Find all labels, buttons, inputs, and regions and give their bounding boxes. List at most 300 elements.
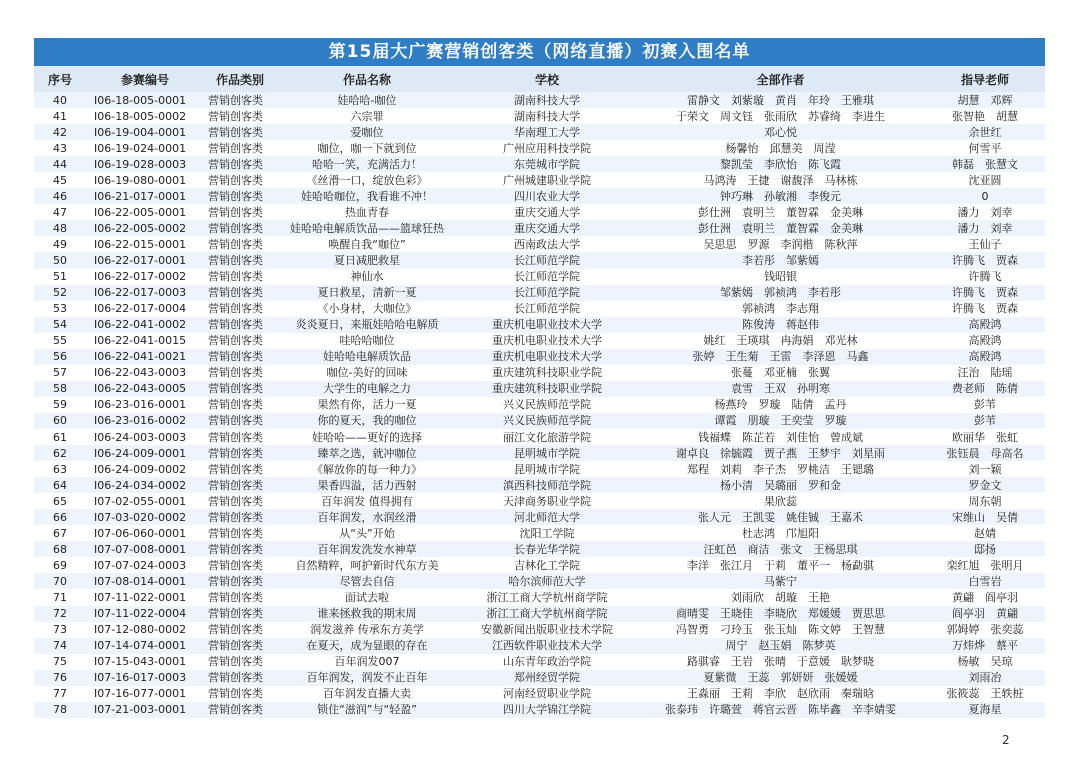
cell-category: 营销创客类 (204, 606, 276, 622)
cell-school: 河北师范大学 (458, 509, 636, 525)
table-row (34, 172, 1045, 188)
cell-teacher: 许腾飞 贾森 (925, 285, 1045, 301)
cell-teacher: 张智艳 胡慧 (925, 108, 1045, 124)
cell-seq: 68 (34, 541, 86, 557)
cell-category: 营销创客类 (204, 317, 276, 333)
cell-teacher: 彭苇 (925, 397, 1045, 413)
cell-work: 娃哈哈——更好的选择 (276, 429, 458, 445)
cell-seq: 73 (34, 622, 86, 638)
cell-school: 广州城建职业学院 (458, 172, 636, 188)
cell-school: 重庆交通大学 (458, 220, 636, 236)
cell-authors: 商晴雯 王晓佳 李晓欣 郑媛媛 贾思思 (636, 606, 925, 622)
cell-school: 长春光华学院 (458, 541, 636, 557)
cell-school: 重庆机电职业技术大学 (458, 317, 636, 333)
table-row (34, 445, 1045, 461)
cell-authors: 邹紫嫣 郭祯鸿 李若彤 (636, 285, 925, 301)
cell-teacher: 高殿鸿 (925, 333, 1045, 349)
shortlist-table (34, 66, 1045, 718)
table-row (34, 654, 1045, 670)
cell-seq: 43 (34, 140, 86, 156)
cell-category: 营销创客类 (204, 702, 276, 718)
cell-code: I06-22-017-0004 (86, 301, 204, 317)
cell-seq: 70 (34, 573, 86, 589)
table-row (34, 525, 1045, 541)
cell-category: 营销创客类 (204, 108, 276, 124)
cell-authors: 张婷 王生菊 王雷 李泽恩 马鑫 (636, 349, 925, 365)
cell-code: I07-07-024-0003 (86, 557, 204, 573)
cell-seq: 42 (34, 124, 86, 140)
cell-code: I06-22-041-0021 (86, 349, 204, 365)
cell-category: 营销创客类 (204, 252, 276, 268)
table-row (34, 220, 1045, 236)
cell-category: 营销创客类 (204, 397, 276, 413)
cell-authors: 张泰玮 许璐萱 蒋官云晋 陈毕鑫 辛李婧雯 (636, 702, 925, 718)
cell-seq: 77 (34, 686, 86, 702)
cell-authors: 钱福蝶 陈芷若 刘佳怡 曾成斌 (636, 429, 925, 445)
cell-category: 营销创客类 (204, 413, 276, 429)
cell-category: 营销创客类 (204, 525, 276, 541)
cell-teacher: 许腾飞 (925, 269, 1045, 285)
cell-seq: 46 (34, 188, 86, 204)
cell-teacher: 何雪平 (925, 140, 1045, 156)
cell-authors: 彭仕洲 袁明兰 董智霖 金美琳 (636, 220, 925, 236)
cell-seq: 53 (34, 301, 86, 317)
cell-work: 热血青春 (276, 204, 458, 220)
cell-code: I06-24-009-0002 (86, 461, 204, 477)
cell-school: 兴义民族师范学院 (458, 397, 636, 413)
table-row (34, 92, 1045, 108)
page-number: 2 (1002, 733, 1010, 747)
cell-authors: 姚红 王瑛琪 冉海娟 邓光林 (636, 333, 925, 349)
cell-authors: 谭霞 朋璇 王奕莹 罗璇 (636, 413, 925, 429)
cell-authors: 于荣文 周文钰 张雨欣 苏睿绮 李进生 (636, 108, 925, 124)
cell-authors: 张蔓 邓亚楠 张翼 (636, 365, 925, 381)
table-row (34, 461, 1045, 477)
cell-teacher: 赵婧 (925, 525, 1045, 541)
table-row (34, 301, 1045, 317)
cell-code: I06-19-080-0001 (86, 172, 204, 188)
cell-category: 营销创客类 (204, 638, 276, 654)
table-row (34, 477, 1045, 493)
cell-work: 爱咖位 (276, 124, 458, 140)
cell-authors: 雷静文 刘紫璇 黄肖 年玲 王雅琪 (636, 92, 925, 108)
cell-work: 百年润发洗发水神草 (276, 541, 458, 557)
cell-code: I06-19-028-0003 (86, 156, 204, 172)
cell-code: I06-22-017-0001 (86, 252, 204, 268)
cell-work: 唤醒自我“咖位” (276, 236, 458, 252)
cell-school: 丽江文化旅游学院 (458, 429, 636, 445)
cell-teacher: 沈亚圆 (925, 172, 1045, 188)
table-row (34, 509, 1045, 525)
cell-seq: 61 (34, 429, 86, 445)
cell-teacher: 潘力 刘幸 (925, 220, 1045, 236)
cell-teacher: 罗金文 (925, 477, 1045, 493)
cell-seq: 45 (34, 172, 86, 188)
cell-teacher: 万炜烨 蔡平 (925, 638, 1045, 654)
cell-work: 炎炎夏日，来瓶娃哈哈电解质 (276, 317, 458, 333)
cell-teacher: 王仙子 (925, 236, 1045, 252)
table-row (34, 317, 1045, 333)
table-row (34, 285, 1045, 301)
cell-code: I07-21-003-0001 (86, 702, 204, 718)
cell-teacher: 阎亭羽 黄翩 (925, 606, 1045, 622)
cell-category: 营销创客类 (204, 365, 276, 381)
cell-work: 锁住“滋润”与“轻盈” (276, 702, 458, 718)
cell-code: I06-24-034-0002 (86, 477, 204, 493)
cell-seq: 48 (34, 220, 86, 236)
cell-work: 娃哈哈咖位，我看谁不冲！ (276, 188, 458, 204)
cell-code: I07-12-080-0002 (86, 622, 204, 638)
cell-work: 从“头”开始 (276, 525, 458, 541)
cell-code: I07-07-008-0001 (86, 541, 204, 557)
cell-authors: 彭仕洲 袁明兰 董智霖 金美琳 (636, 204, 925, 220)
cell-work: 臻萃之选，就冲咖位 (276, 445, 458, 461)
cell-code: I06-18-005-0001 (86, 92, 204, 108)
cell-seq: 58 (34, 381, 86, 397)
cell-work: 自然精粹，呵护新时代东方美 (276, 557, 458, 573)
page-title: 第15届大广赛营销创客类（网络直播）初赛入围名单 (34, 38, 1045, 66)
cell-teacher: 高殿鸿 (925, 349, 1045, 365)
cell-teacher: 欧丽华 张虹 (925, 429, 1045, 445)
table-row (34, 429, 1045, 445)
cell-school: 广州应用科技学院 (458, 140, 636, 156)
cell-seq: 57 (34, 365, 86, 381)
cell-seq: 52 (34, 285, 86, 301)
cell-seq: 69 (34, 557, 86, 573)
table-row (34, 204, 1045, 220)
cell-category: 营销创客类 (204, 156, 276, 172)
cell-authors: 郭祯鸿 李志翔 (636, 301, 925, 317)
table-row (34, 686, 1045, 702)
table-row (34, 622, 1045, 638)
cell-code: I06-24-003-0003 (86, 429, 204, 445)
cell-work: 《解放你的每一种力》 (276, 461, 458, 477)
cell-teacher: 张筱蕊 王轶桩 (925, 686, 1045, 702)
cell-seq: 49 (34, 236, 86, 252)
cell-school: 昆明城市学院 (458, 445, 636, 461)
cell-work: 谁来拯救我的期末周 (276, 606, 458, 622)
cell-code: I06-19-024-0001 (86, 140, 204, 156)
cell-work: 面试去啦 (276, 589, 458, 605)
cell-work: 《丝滑一口，绽放色彩》 (276, 172, 458, 188)
cell-teacher: 高殿鸿 (925, 317, 1045, 333)
cell-category: 营销创客类 (204, 269, 276, 285)
cell-work: 百年润发007 (276, 654, 458, 670)
table-row (34, 638, 1045, 654)
cell-teacher: 黄翩 阎亭羽 (925, 589, 1045, 605)
cell-category: 营销创客类 (204, 541, 276, 557)
cell-school: 郑州经贸学院 (458, 670, 636, 686)
col-header-code: 参赛编号 (86, 66, 204, 92)
table-row (34, 557, 1045, 573)
cell-seq: 78 (34, 702, 86, 718)
cell-category: 营销创客类 (204, 461, 276, 477)
table-row (34, 365, 1045, 381)
cell-school: 浙江工商大学杭州商学院 (458, 589, 636, 605)
cell-seq: 66 (34, 509, 86, 525)
cell-authors: 夏紫微 王蕊 郭妍妍 张媛媛 (636, 670, 925, 686)
cell-work: 六宗罪 (276, 108, 458, 124)
cell-seq: 75 (34, 654, 86, 670)
cell-authors: 杨馨怡 邱慧美 周滢 (636, 140, 925, 156)
cell-category: 营销创客类 (204, 654, 276, 670)
cell-teacher: 许腾飞 贾森 (925, 301, 1045, 317)
cell-school: 西南政法大学 (458, 236, 636, 252)
cell-teacher: 0 (925, 188, 1045, 204)
cell-code: I06-22-043-0003 (86, 365, 204, 381)
cell-category: 营销创客类 (204, 204, 276, 220)
col-header-seq: 序号 (34, 66, 86, 92)
cell-work: 在夏天，成为显眼的存在 (276, 638, 458, 654)
cell-category: 营销创客类 (204, 429, 276, 445)
cell-authors: 吴思思 罗源 李润楷 陈秋萍 (636, 236, 925, 252)
table-row (34, 573, 1045, 589)
cell-work: 夏日减肥救星 (276, 252, 458, 268)
table-row (34, 589, 1045, 605)
cell-teacher: 刘一颖 (925, 461, 1045, 477)
cell-authors: 谢卓良 徐毓霞 贾子燕 王梦宇 刘星雨 (636, 445, 925, 461)
cell-work: 哈哈一笑，充满活力！ (276, 156, 458, 172)
cell-code: I06-22-017-0002 (86, 269, 204, 285)
cell-school: 山东青年政治学院 (458, 654, 636, 670)
cell-authors: 李洋 张江月 于莉 董平一 杨勐骐 (636, 557, 925, 573)
cell-category: 营销创客类 (204, 686, 276, 702)
table-row (34, 236, 1045, 252)
cell-teacher: 张钰晨 母高名 (925, 445, 1045, 461)
cell-code: I07-16-077-0001 (86, 686, 204, 702)
table-row (34, 670, 1045, 686)
table-row (34, 702, 1045, 718)
cell-work: 娃哈哈电解质饮品——篮球狂热 (276, 220, 458, 236)
cell-seq: 67 (34, 525, 86, 541)
cell-seq: 59 (34, 397, 86, 413)
table-row (34, 252, 1045, 268)
cell-work: 娃哈哈-咖位 (276, 92, 458, 108)
cell-work: 百年润发 值得拥有 (276, 493, 458, 509)
cell-code: I07-11-022-0001 (86, 589, 204, 605)
table-row (34, 108, 1045, 124)
cell-school: 天津商务职业学院 (458, 493, 636, 509)
cell-code: I06-19-004-0001 (86, 124, 204, 140)
cell-school: 长江师范学院 (458, 301, 636, 317)
col-header-category: 作品类别 (204, 66, 276, 92)
cell-seq: 40 (34, 92, 86, 108)
cell-authors: 张人元 王凯雯 姚佳铖 王嘉禾 (636, 509, 925, 525)
cell-teacher: 郭姆婷 张奕蕊 (925, 622, 1045, 638)
table-row (34, 541, 1045, 557)
cell-school: 浙江工商大学杭州商学院 (458, 606, 636, 622)
cell-school: 哈尔滨师范大学 (458, 573, 636, 589)
cell-teacher: 杨敏 吴琼 (925, 654, 1045, 670)
cell-work: 果然有你，活力一夏 (276, 397, 458, 413)
cell-work: 百年润发，水润丝滑 (276, 509, 458, 525)
cell-work: 尽管去自信 (276, 573, 458, 589)
cell-teacher: 许腾飞 贾森 (925, 252, 1045, 268)
cell-category: 营销创客类 (204, 589, 276, 605)
cell-teacher: 白雪岩 (925, 573, 1045, 589)
cell-category: 营销创客类 (204, 349, 276, 365)
cell-authors: 杨小清 吴璐丽 罗和金 (636, 477, 925, 493)
cell-category: 营销创客类 (204, 188, 276, 204)
cell-work: 大学生的电解之力 (276, 381, 458, 397)
cell-category: 营销创客类 (204, 285, 276, 301)
cell-seq: 54 (34, 317, 86, 333)
cell-code: I07-15-043-0001 (86, 654, 204, 670)
cell-school: 河南经贸职业学院 (458, 686, 636, 702)
table-row (34, 333, 1045, 349)
cell-work: 百年润发直播大卖 (276, 686, 458, 702)
cell-work: 咖位，咖一下就到位 (276, 140, 458, 156)
cell-seq: 64 (34, 477, 86, 493)
cell-school: 重庆建筑科技职业学院 (458, 381, 636, 397)
cell-school: 重庆交通大学 (458, 204, 636, 220)
cell-school: 四川大学锦江学院 (458, 702, 636, 718)
cell-work: 哇哈哈咖位 (276, 333, 458, 349)
cell-school: 昆明城市学院 (458, 461, 636, 477)
cell-seq: 55 (34, 333, 86, 349)
table-body (34, 92, 1045, 718)
cell-authors: 马紫宁 (636, 573, 925, 589)
cell-teacher: 余世红 (925, 124, 1045, 140)
cell-category: 营销创客类 (204, 509, 276, 525)
cell-work: 神仙水 (276, 269, 458, 285)
cell-authors: 路骐睿 王岩 张晴 于意媛 耿梦晓 (636, 654, 925, 670)
cell-category: 营销创客类 (204, 573, 276, 589)
cell-school: 兴义民族师范学院 (458, 413, 636, 429)
cell-work: 你的夏天，我的咖位 (276, 413, 458, 429)
cell-seq: 71 (34, 589, 86, 605)
cell-authors: 邓心悦 (636, 124, 925, 140)
cell-code: I07-02-055-0001 (86, 493, 204, 509)
cell-code: I07-16-017-0003 (86, 670, 204, 686)
cell-seq: 76 (34, 670, 86, 686)
cell-authors: 果欣蕊 (636, 493, 925, 509)
cell-teacher: 彭苇 (925, 413, 1045, 429)
cell-category: 营销创客类 (204, 301, 276, 317)
cell-teacher: 夏海星 (925, 702, 1045, 718)
cell-code: I06-22-005-0002 (86, 220, 204, 236)
cell-code: I06-21-017-0001 (86, 188, 204, 204)
cell-school: 华南理工大学 (458, 124, 636, 140)
cell-seq: 72 (34, 606, 86, 622)
table-row (34, 269, 1045, 285)
cell-category: 营销创客类 (204, 622, 276, 638)
table-row (34, 140, 1045, 156)
cell-code: I06-22-041-0002 (86, 317, 204, 333)
table-header-row (34, 66, 1045, 92)
cell-category: 营销创客类 (204, 445, 276, 461)
cell-authors: 钟巧琳 孙敏湘 李俊元 (636, 188, 925, 204)
cell-school: 重庆建筑科技职业学院 (458, 365, 636, 381)
cell-category: 营销创客类 (204, 557, 276, 573)
table-row (34, 493, 1045, 509)
cell-school: 重庆机电职业技术大学 (458, 349, 636, 365)
cell-school: 长江师范学院 (458, 285, 636, 301)
cell-school: 湖南科技大学 (458, 92, 636, 108)
cell-teacher: 刘雨冶 (925, 670, 1045, 686)
cell-teacher: 宋维山 吴倩 (925, 509, 1045, 525)
cell-code: I06-22-043-0005 (86, 381, 204, 397)
cell-school: 安徽新闻出版职业技术学院 (458, 622, 636, 638)
cell-authors: 周宁 赵玉娟 陈梦英 (636, 638, 925, 654)
cell-authors: 郑程 刘莉 李子杰 罗桃洁 王锶璐 (636, 461, 925, 477)
cell-category: 营销创客类 (204, 172, 276, 188)
cell-teacher: 汪治 陆瑶 (925, 365, 1045, 381)
cell-school: 重庆机电职业技术大学 (458, 333, 636, 349)
cell-code: I07-14-074-0001 (86, 638, 204, 654)
cell-code: I06-18-005-0002 (86, 108, 204, 124)
cell-authors: 杨燕玲 罗璇 陆倩 孟丹 (636, 397, 925, 413)
cell-code: I06-22-015-0001 (86, 236, 204, 252)
cell-authors: 杜志鸿 邝旭阳 (636, 525, 925, 541)
cell-code: I07-11-022-0004 (86, 606, 204, 622)
cell-authors: 冯智勇 刁玲玉 张玉灿 陈文婷 王智慧 (636, 622, 925, 638)
col-header-authors: 全部作者 (636, 66, 925, 92)
cell-authors: 黎凯莹 李欣怡 陈飞霞 (636, 156, 925, 172)
cell-code: I06-24-009-0001 (86, 445, 204, 461)
col-header-teacher: 指导老师 (925, 66, 1045, 92)
cell-school: 湖南科技大学 (458, 108, 636, 124)
cell-school: 长江师范学院 (458, 269, 636, 285)
cell-authors: 陈俊涛 蒋赵伟 (636, 317, 925, 333)
cell-authors: 李若彤 邹紫嫣 (636, 252, 925, 268)
table-row (34, 606, 1045, 622)
cell-seq: 60 (34, 413, 86, 429)
cell-work: 果香四溢，活力西射 (276, 477, 458, 493)
cell-category: 营销创客类 (204, 477, 276, 493)
cell-school: 江西软件职业技术大学 (458, 638, 636, 654)
cell-category: 营销创客类 (204, 92, 276, 108)
table-row (34, 397, 1045, 413)
cell-school: 沈阳工学院 (458, 525, 636, 541)
cell-school: 长江师范学院 (458, 252, 636, 268)
table-row (34, 156, 1045, 172)
cell-category: 营销创客类 (204, 670, 276, 686)
table-row (34, 188, 1045, 204)
cell-seq: 65 (34, 493, 86, 509)
cell-category: 营销创客类 (204, 124, 276, 140)
cell-work: 《小身材，大咖位》 (276, 301, 458, 317)
cell-seq: 56 (34, 349, 86, 365)
cell-teacher: 韩磊 张慧文 (925, 156, 1045, 172)
cell-seq: 63 (34, 461, 86, 477)
cell-teacher: 胡慧 邓辉 (925, 92, 1045, 108)
cell-code: I06-22-005-0001 (86, 204, 204, 220)
cell-seq: 62 (34, 445, 86, 461)
cell-seq: 51 (34, 269, 86, 285)
cell-seq: 50 (34, 252, 86, 268)
cell-code: I07-03-020-0002 (86, 509, 204, 525)
cell-work: 娃哈哈电解质饮品 (276, 349, 458, 365)
cell-authors: 袁雪 王双 孙明寒 (636, 381, 925, 397)
cell-code: I07-06-060-0001 (86, 525, 204, 541)
table-row (34, 381, 1045, 397)
cell-teacher: 邸扬 (925, 541, 1045, 557)
cell-code: I07-08-014-0001 (86, 573, 204, 589)
cell-teacher: 潘力 刘幸 (925, 204, 1045, 220)
cell-work: 润发滋养 传承东方美学 (276, 622, 458, 638)
cell-category: 营销创客类 (204, 220, 276, 236)
cell-teacher: 周东朝 (925, 493, 1045, 509)
cell-school: 四川农业大学 (458, 188, 636, 204)
table-row (34, 413, 1045, 429)
cell-category: 营销创客类 (204, 140, 276, 156)
col-header-work: 作品名称 (276, 66, 458, 92)
shortlist-sheet (34, 38, 1045, 718)
cell-work: 咖位-美好的回味 (276, 365, 458, 381)
cell-school: 吉林化工学院 (458, 557, 636, 573)
cell-teacher: 栾红旭 张明月 (925, 557, 1045, 573)
